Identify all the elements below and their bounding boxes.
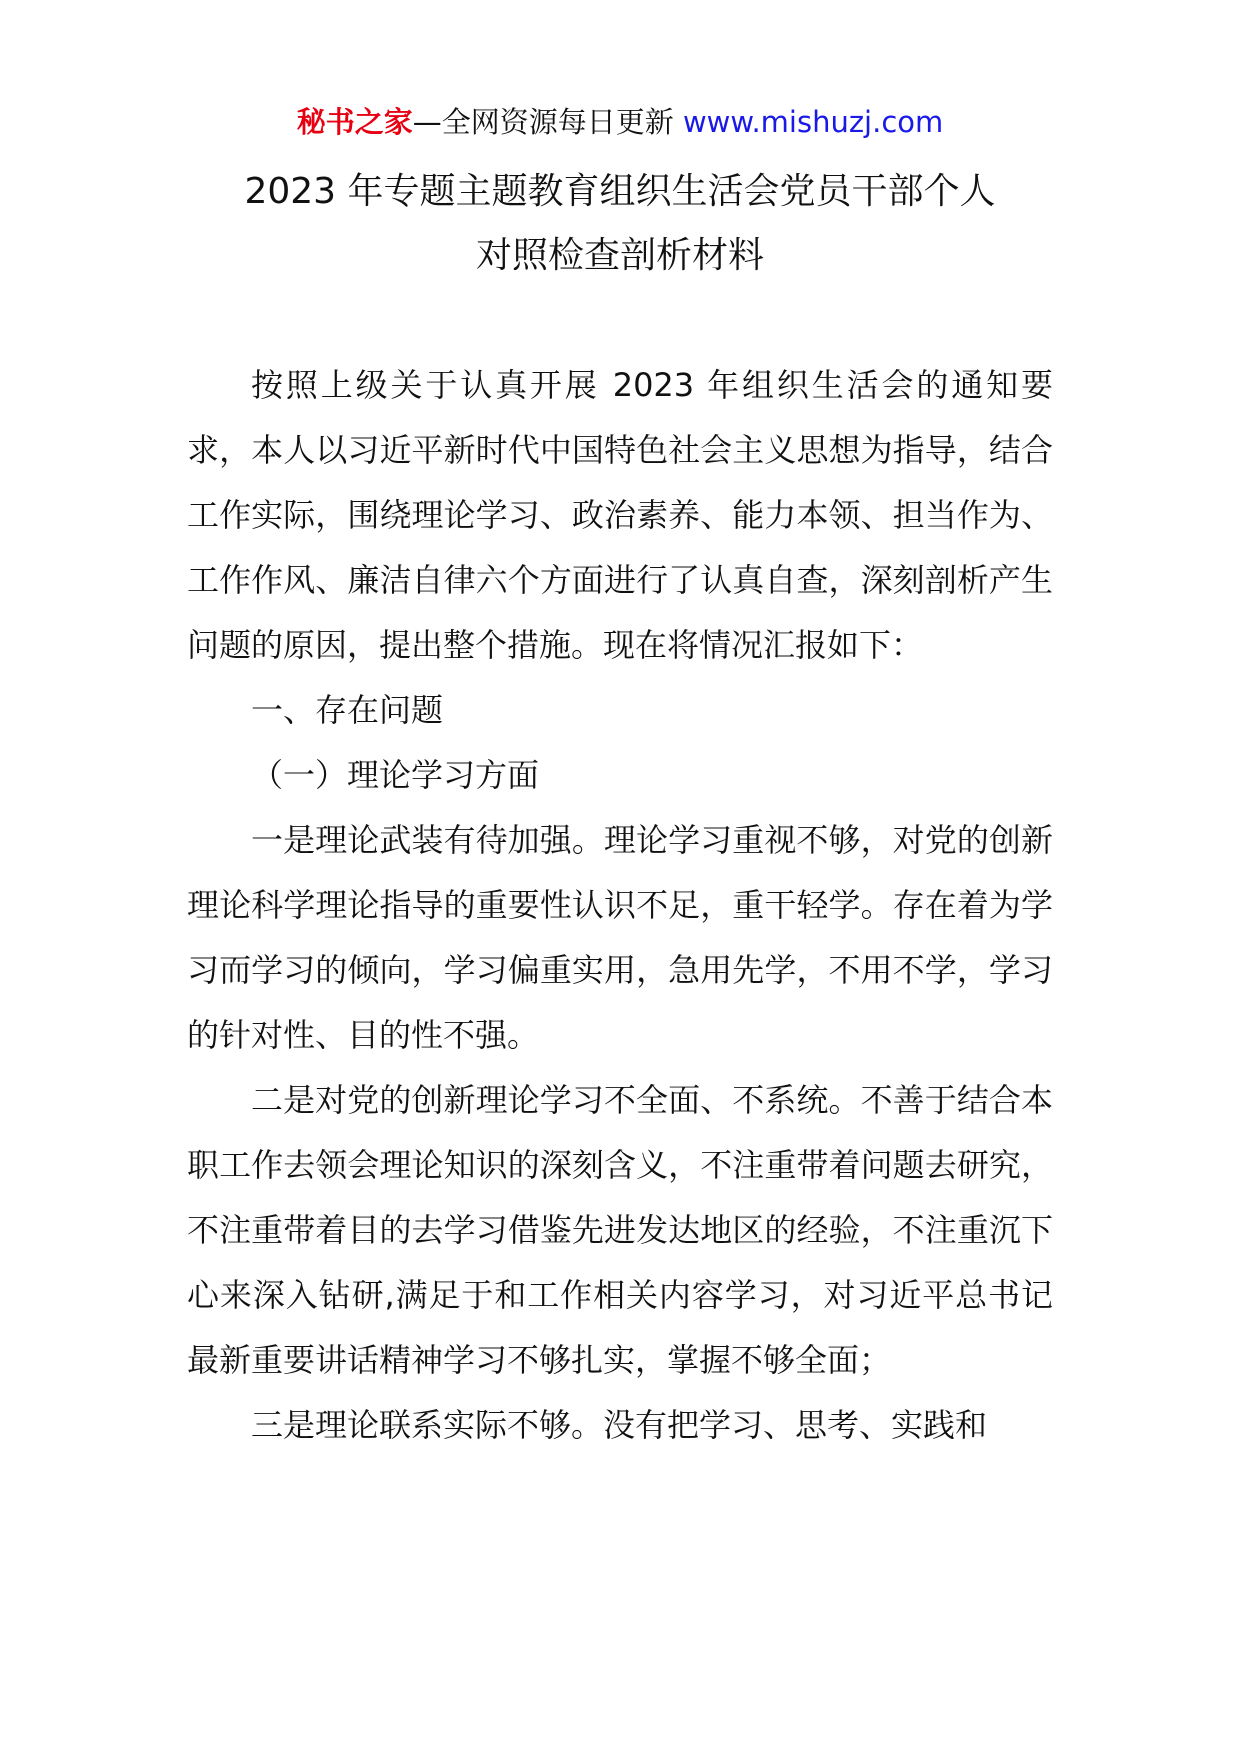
document-body [187, 353, 1053, 1458]
subsection-heading-theory: （一）理论学习方面 [251, 756, 540, 794]
section-heading-problems: 一、存在问题 [251, 691, 444, 729]
document-title [150, 160, 1090, 288]
point-one-paragraph: 一是理论武装有待加强。理论学习重视不够，对党的创新理论科学理论指导的重要性认识不足，重干轻学。存在着为学习而学习的倾向，学习偏重实用，急用先学，不用不学，学习的针对性、目的性不强。 [187, 821, 1053, 1054]
point-two-paragraph: 二是对党的创新理论学习不全面、不系统。不善于结合本职工作去领会理论知识的深刻含义，不注重带着问题去研究，不注重带着目的去学习借鉴先进发达地区的经验，不注重沉下心来深入钻研,满足于和工作相关内容学习，对习近平总书记最新重要讲话精神学习不够扎实，掌握不够全面； [187, 1081, 1053, 1379]
brand-name: 秘书之家 [296, 105, 413, 139]
header-tagline: —全网资源每日更新 [412, 105, 683, 139]
intro-paragraph: 按照上级关于认真开展 2023 年组织生活会的通知要求，本人以习近平新时代中国特色社会主义思想为指导，结合工作实际，围绕理论学习、政治素养、能力本领、担当作为、工作作风、廉洁自律六个方面进行了认真自查，深刻剖析产生问题的原因，提出整个措施。现在将情况汇报如下： [187, 366, 1053, 664]
site-url-link[interactable]: www.mishuzj.com [682, 105, 944, 139]
title-line-2: 对照检查剖析材料 [475, 235, 764, 276]
title-line-1: 2023 年专题主题教育组织生活会党员干部个人 [244, 171, 996, 212]
point-three-paragraph: 三是理论联系实际不够。没有把学习、思考、实践和 [251, 1406, 988, 1444]
site-header [0, 100, 1240, 144]
